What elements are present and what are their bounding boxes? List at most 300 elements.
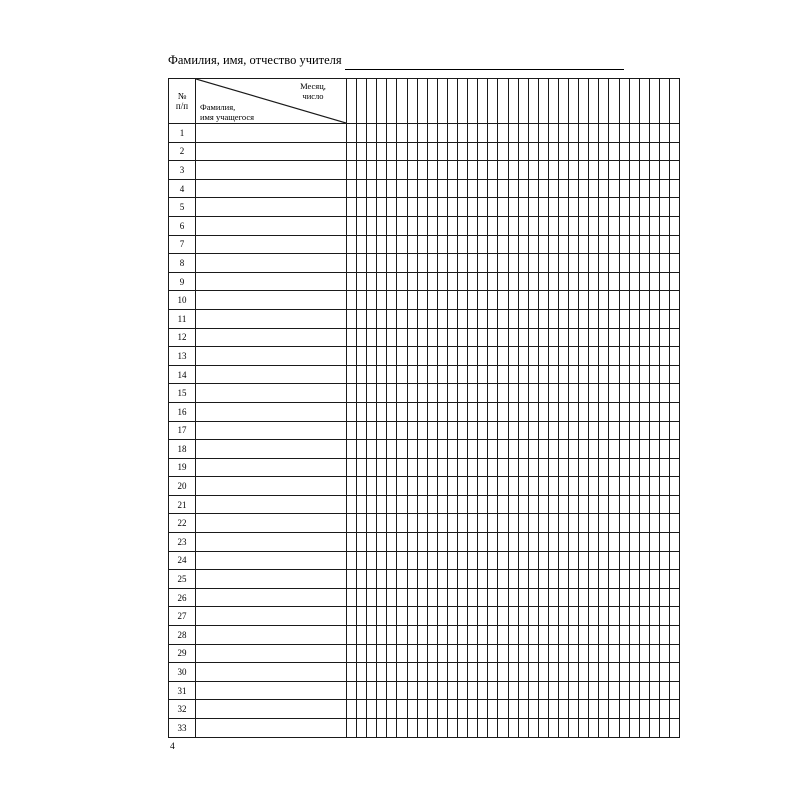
attendance-cell[interactable] bbox=[417, 216, 427, 235]
attendance-cell[interactable] bbox=[548, 142, 558, 161]
attendance-cell[interactable] bbox=[437, 161, 447, 180]
attendance-cell[interactable] bbox=[548, 700, 558, 719]
attendance-cell[interactable] bbox=[670, 477, 680, 496]
attendance-cell[interactable] bbox=[589, 328, 599, 347]
attendance-cell[interactable] bbox=[619, 124, 629, 143]
attendance-cell[interactable] bbox=[609, 179, 619, 198]
attendance-cell[interactable] bbox=[367, 551, 377, 570]
attendance-cell[interactable] bbox=[569, 254, 579, 273]
attendance-cell[interactable] bbox=[589, 365, 599, 384]
attendance-cell[interactable] bbox=[357, 179, 367, 198]
attendance-cell[interactable] bbox=[518, 365, 528, 384]
attendance-cell[interactable] bbox=[639, 663, 649, 682]
attendance-cell[interactable] bbox=[599, 309, 609, 328]
attendance-cell[interactable] bbox=[528, 309, 538, 328]
attendance-cell[interactable] bbox=[548, 533, 558, 552]
attendance-cell[interactable] bbox=[619, 179, 629, 198]
attendance-cell[interactable] bbox=[498, 142, 508, 161]
attendance-cell[interactable] bbox=[347, 142, 357, 161]
student-name-cell[interactable] bbox=[196, 551, 347, 570]
attendance-cell[interactable] bbox=[367, 235, 377, 254]
attendance-cell[interactable] bbox=[377, 402, 387, 421]
attendance-cell[interactable] bbox=[538, 272, 548, 291]
attendance-cell[interactable] bbox=[367, 588, 377, 607]
attendance-cell[interactable] bbox=[639, 681, 649, 700]
student-name-cell[interactable] bbox=[196, 644, 347, 663]
attendance-cell[interactable] bbox=[659, 198, 669, 217]
attendance-cell[interactable] bbox=[458, 365, 468, 384]
attendance-cell[interactable] bbox=[558, 681, 568, 700]
attendance-cell[interactable] bbox=[639, 142, 649, 161]
attendance-cell[interactable] bbox=[427, 235, 437, 254]
attendance-cell[interactable] bbox=[528, 681, 538, 700]
attendance-cell[interactable] bbox=[508, 700, 518, 719]
attendance-cell[interactable] bbox=[548, 384, 558, 403]
attendance-cell[interactable] bbox=[558, 402, 568, 421]
attendance-cell[interactable] bbox=[427, 216, 437, 235]
student-name-cell[interactable] bbox=[196, 607, 347, 626]
attendance-cell[interactable] bbox=[528, 495, 538, 514]
attendance-cell[interactable] bbox=[579, 347, 589, 366]
attendance-cell[interactable] bbox=[548, 607, 558, 626]
day-column-header[interactable] bbox=[387, 79, 397, 124]
attendance-cell[interactable] bbox=[447, 235, 457, 254]
attendance-cell[interactable] bbox=[670, 142, 680, 161]
attendance-cell[interactable] bbox=[478, 272, 488, 291]
attendance-cell[interactable] bbox=[397, 384, 407, 403]
attendance-cell[interactable] bbox=[498, 570, 508, 589]
attendance-cell[interactable] bbox=[670, 402, 680, 421]
attendance-cell[interactable] bbox=[639, 644, 649, 663]
attendance-cell[interactable] bbox=[427, 291, 437, 310]
attendance-cell[interactable] bbox=[619, 384, 629, 403]
attendance-cell[interactable] bbox=[619, 421, 629, 440]
attendance-cell[interactable] bbox=[599, 626, 609, 645]
attendance-cell[interactable] bbox=[599, 570, 609, 589]
attendance-cell[interactable] bbox=[478, 347, 488, 366]
attendance-cell[interactable] bbox=[387, 440, 397, 459]
attendance-cell[interactable] bbox=[659, 291, 669, 310]
attendance-cell[interactable] bbox=[508, 235, 518, 254]
attendance-cell[interactable] bbox=[387, 644, 397, 663]
attendance-cell[interactable] bbox=[659, 495, 669, 514]
attendance-cell[interactable] bbox=[417, 365, 427, 384]
attendance-cell[interactable] bbox=[670, 570, 680, 589]
attendance-cell[interactable] bbox=[538, 700, 548, 719]
attendance-cell[interactable] bbox=[609, 663, 619, 682]
attendance-cell[interactable] bbox=[347, 198, 357, 217]
attendance-cell[interactable] bbox=[649, 477, 659, 496]
attendance-cell[interactable] bbox=[427, 551, 437, 570]
attendance-cell[interactable] bbox=[609, 495, 619, 514]
attendance-cell[interactable] bbox=[619, 272, 629, 291]
attendance-cell[interactable] bbox=[357, 142, 367, 161]
attendance-cell[interactable] bbox=[589, 179, 599, 198]
attendance-cell[interactable] bbox=[528, 719, 538, 738]
attendance-cell[interactable] bbox=[498, 681, 508, 700]
attendance-cell[interactable] bbox=[659, 365, 669, 384]
attendance-cell[interactable] bbox=[427, 421, 437, 440]
attendance-cell[interactable] bbox=[357, 235, 367, 254]
attendance-cell[interactable] bbox=[397, 198, 407, 217]
attendance-cell[interactable] bbox=[599, 179, 609, 198]
attendance-cell[interactable] bbox=[387, 216, 397, 235]
attendance-cell[interactable] bbox=[367, 663, 377, 682]
attendance-cell[interactable] bbox=[558, 663, 568, 682]
attendance-cell[interactable] bbox=[468, 142, 478, 161]
attendance-cell[interactable] bbox=[579, 142, 589, 161]
attendance-cell[interactable] bbox=[447, 384, 457, 403]
attendance-cell[interactable] bbox=[589, 588, 599, 607]
attendance-cell[interactable] bbox=[579, 570, 589, 589]
attendance-cell[interactable] bbox=[558, 254, 568, 273]
attendance-cell[interactable] bbox=[498, 365, 508, 384]
day-column-header[interactable] bbox=[659, 79, 669, 124]
attendance-cell[interactable] bbox=[518, 328, 528, 347]
attendance-cell[interactable] bbox=[387, 458, 397, 477]
attendance-cell[interactable] bbox=[427, 124, 437, 143]
attendance-cell[interactable] bbox=[357, 272, 367, 291]
attendance-cell[interactable] bbox=[558, 495, 568, 514]
attendance-cell[interactable] bbox=[498, 458, 508, 477]
attendance-cell[interactable] bbox=[670, 626, 680, 645]
attendance-cell[interactable] bbox=[377, 588, 387, 607]
attendance-cell[interactable] bbox=[589, 607, 599, 626]
day-column-header[interactable] bbox=[407, 79, 417, 124]
attendance-cell[interactable] bbox=[528, 179, 538, 198]
attendance-cell[interactable] bbox=[437, 142, 447, 161]
attendance-cell[interactable] bbox=[397, 347, 407, 366]
student-name-cell[interactable] bbox=[196, 681, 347, 700]
attendance-cell[interactable] bbox=[599, 644, 609, 663]
attendance-cell[interactable] bbox=[458, 347, 468, 366]
attendance-cell[interactable] bbox=[458, 644, 468, 663]
attendance-cell[interactable] bbox=[468, 514, 478, 533]
attendance-cell[interactable] bbox=[458, 719, 468, 738]
attendance-cell[interactable] bbox=[670, 272, 680, 291]
attendance-cell[interactable] bbox=[599, 533, 609, 552]
attendance-cell[interactable] bbox=[458, 533, 468, 552]
attendance-cell[interactable] bbox=[649, 663, 659, 682]
attendance-cell[interactable] bbox=[629, 644, 639, 663]
attendance-cell[interactable] bbox=[528, 607, 538, 626]
attendance-cell[interactable] bbox=[579, 440, 589, 459]
attendance-cell[interactable] bbox=[367, 626, 377, 645]
attendance-cell[interactable] bbox=[397, 402, 407, 421]
attendance-cell[interactable] bbox=[488, 514, 498, 533]
attendance-cell[interactable] bbox=[437, 644, 447, 663]
attendance-cell[interactable] bbox=[427, 309, 437, 328]
attendance-cell[interactable] bbox=[397, 663, 407, 682]
attendance-cell[interactable] bbox=[488, 421, 498, 440]
attendance-cell[interactable] bbox=[498, 272, 508, 291]
attendance-cell[interactable] bbox=[569, 384, 579, 403]
student-name-cell[interactable] bbox=[196, 179, 347, 198]
attendance-cell[interactable] bbox=[619, 551, 629, 570]
attendance-cell[interactable] bbox=[357, 254, 367, 273]
attendance-cell[interactable] bbox=[579, 607, 589, 626]
attendance-cell[interactable] bbox=[357, 291, 367, 310]
attendance-cell[interactable] bbox=[629, 328, 639, 347]
attendance-cell[interactable] bbox=[347, 179, 357, 198]
attendance-cell[interactable] bbox=[538, 551, 548, 570]
attendance-cell[interactable] bbox=[468, 124, 478, 143]
attendance-cell[interactable] bbox=[498, 254, 508, 273]
attendance-cell[interactable] bbox=[387, 551, 397, 570]
attendance-cell[interactable] bbox=[488, 477, 498, 496]
attendance-cell[interactable] bbox=[649, 142, 659, 161]
attendance-cell[interactable] bbox=[397, 551, 407, 570]
attendance-cell[interactable] bbox=[639, 440, 649, 459]
attendance-cell[interactable] bbox=[478, 533, 488, 552]
attendance-cell[interactable] bbox=[528, 663, 538, 682]
attendance-cell[interactable] bbox=[377, 514, 387, 533]
attendance-cell[interactable] bbox=[478, 681, 488, 700]
attendance-cell[interactable] bbox=[437, 235, 447, 254]
attendance-cell[interactable] bbox=[357, 421, 367, 440]
attendance-cell[interactable] bbox=[609, 198, 619, 217]
student-name-cell[interactable] bbox=[196, 142, 347, 161]
day-column-header[interactable] bbox=[508, 79, 518, 124]
attendance-cell[interactable] bbox=[437, 216, 447, 235]
attendance-cell[interactable] bbox=[508, 328, 518, 347]
attendance-cell[interactable] bbox=[488, 719, 498, 738]
attendance-cell[interactable] bbox=[589, 235, 599, 254]
attendance-cell[interactable] bbox=[508, 719, 518, 738]
attendance-cell[interactable] bbox=[478, 626, 488, 645]
attendance-cell[interactable] bbox=[347, 626, 357, 645]
attendance-cell[interactable] bbox=[498, 663, 508, 682]
attendance-cell[interactable] bbox=[670, 663, 680, 682]
attendance-cell[interactable] bbox=[639, 458, 649, 477]
attendance-cell[interactable] bbox=[367, 495, 377, 514]
attendance-cell[interactable] bbox=[357, 365, 367, 384]
attendance-cell[interactable] bbox=[377, 328, 387, 347]
attendance-cell[interactable] bbox=[558, 514, 568, 533]
student-name-cell[interactable] bbox=[196, 477, 347, 496]
student-name-cell[interactable] bbox=[196, 124, 347, 143]
attendance-cell[interactable] bbox=[538, 309, 548, 328]
attendance-cell[interactable] bbox=[609, 719, 619, 738]
attendance-cell[interactable] bbox=[639, 607, 649, 626]
attendance-cell[interactable] bbox=[488, 663, 498, 682]
attendance-cell[interactable] bbox=[498, 347, 508, 366]
attendance-cell[interactable] bbox=[427, 700, 437, 719]
attendance-cell[interactable] bbox=[558, 719, 568, 738]
attendance-cell[interactable] bbox=[518, 179, 528, 198]
attendance-cell[interactable] bbox=[609, 347, 619, 366]
attendance-cell[interactable] bbox=[347, 402, 357, 421]
attendance-cell[interactable] bbox=[569, 681, 579, 700]
attendance-cell[interactable] bbox=[397, 179, 407, 198]
day-column-header[interactable] bbox=[377, 79, 387, 124]
attendance-cell[interactable] bbox=[357, 402, 367, 421]
attendance-cell[interactable] bbox=[659, 272, 669, 291]
attendance-cell[interactable] bbox=[468, 254, 478, 273]
attendance-cell[interactable] bbox=[548, 198, 558, 217]
attendance-cell[interactable] bbox=[518, 235, 528, 254]
attendance-cell[interactable] bbox=[387, 533, 397, 552]
attendance-cell[interactable] bbox=[538, 365, 548, 384]
attendance-cell[interactable] bbox=[437, 551, 447, 570]
attendance-cell[interactable] bbox=[377, 272, 387, 291]
attendance-cell[interactable] bbox=[397, 235, 407, 254]
attendance-cell[interactable] bbox=[347, 347, 357, 366]
attendance-cell[interactable] bbox=[518, 421, 528, 440]
attendance-cell[interactable] bbox=[619, 291, 629, 310]
attendance-cell[interactable] bbox=[458, 254, 468, 273]
attendance-cell[interactable] bbox=[579, 551, 589, 570]
attendance-cell[interactable] bbox=[548, 663, 558, 682]
attendance-cell[interactable] bbox=[377, 291, 387, 310]
attendance-cell[interactable] bbox=[639, 588, 649, 607]
attendance-cell[interactable] bbox=[377, 644, 387, 663]
attendance-cell[interactable] bbox=[518, 700, 528, 719]
attendance-cell[interactable] bbox=[458, 291, 468, 310]
attendance-cell[interactable] bbox=[468, 458, 478, 477]
attendance-cell[interactable] bbox=[387, 365, 397, 384]
attendance-cell[interactable] bbox=[619, 328, 629, 347]
attendance-cell[interactable] bbox=[649, 588, 659, 607]
attendance-cell[interactable] bbox=[407, 179, 417, 198]
attendance-cell[interactable] bbox=[569, 644, 579, 663]
attendance-cell[interactable] bbox=[569, 626, 579, 645]
teacher-name-rule[interactable] bbox=[345, 54, 624, 70]
attendance-cell[interactable] bbox=[387, 384, 397, 403]
attendance-cell[interactable] bbox=[649, 551, 659, 570]
attendance-cell[interactable] bbox=[599, 328, 609, 347]
attendance-cell[interactable] bbox=[538, 588, 548, 607]
attendance-cell[interactable] bbox=[347, 384, 357, 403]
attendance-cell[interactable] bbox=[468, 495, 478, 514]
attendance-cell[interactable] bbox=[488, 402, 498, 421]
attendance-cell[interactable] bbox=[639, 365, 649, 384]
attendance-cell[interactable] bbox=[659, 309, 669, 328]
attendance-cell[interactable] bbox=[458, 161, 468, 180]
attendance-cell[interactable] bbox=[468, 235, 478, 254]
attendance-cell[interactable] bbox=[427, 681, 437, 700]
attendance-cell[interactable] bbox=[670, 216, 680, 235]
attendance-cell[interactable] bbox=[659, 700, 669, 719]
attendance-cell[interactable] bbox=[629, 161, 639, 180]
attendance-cell[interactable] bbox=[478, 365, 488, 384]
attendance-cell[interactable] bbox=[508, 124, 518, 143]
attendance-cell[interactable] bbox=[619, 216, 629, 235]
attendance-cell[interactable] bbox=[508, 402, 518, 421]
attendance-cell[interactable] bbox=[649, 328, 659, 347]
attendance-cell[interactable] bbox=[639, 402, 649, 421]
attendance-cell[interactable] bbox=[518, 663, 528, 682]
student-name-cell[interactable] bbox=[196, 495, 347, 514]
attendance-cell[interactable] bbox=[447, 477, 457, 496]
attendance-cell[interactable] bbox=[518, 161, 528, 180]
attendance-cell[interactable] bbox=[579, 588, 589, 607]
attendance-cell[interactable] bbox=[478, 402, 488, 421]
attendance-cell[interactable] bbox=[609, 551, 619, 570]
attendance-cell[interactable] bbox=[377, 607, 387, 626]
attendance-cell[interactable] bbox=[357, 533, 367, 552]
attendance-cell[interactable] bbox=[407, 309, 417, 328]
attendance-cell[interactable] bbox=[488, 254, 498, 273]
attendance-cell[interactable] bbox=[629, 607, 639, 626]
attendance-cell[interactable] bbox=[518, 384, 528, 403]
attendance-cell[interactable] bbox=[569, 216, 579, 235]
attendance-cell[interactable] bbox=[558, 328, 568, 347]
attendance-cell[interactable] bbox=[538, 384, 548, 403]
attendance-cell[interactable] bbox=[548, 644, 558, 663]
attendance-cell[interactable] bbox=[427, 347, 437, 366]
attendance-cell[interactable] bbox=[377, 254, 387, 273]
attendance-cell[interactable] bbox=[619, 161, 629, 180]
attendance-cell[interactable] bbox=[579, 272, 589, 291]
attendance-cell[interactable] bbox=[357, 700, 367, 719]
attendance-cell[interactable] bbox=[437, 179, 447, 198]
attendance-cell[interactable] bbox=[468, 533, 478, 552]
attendance-cell[interactable] bbox=[518, 347, 528, 366]
attendance-cell[interactable] bbox=[397, 719, 407, 738]
attendance-cell[interactable] bbox=[488, 161, 498, 180]
attendance-cell[interactable] bbox=[417, 142, 427, 161]
attendance-cell[interactable] bbox=[569, 161, 579, 180]
attendance-cell[interactable] bbox=[488, 365, 498, 384]
attendance-cell[interactable] bbox=[447, 198, 457, 217]
attendance-cell[interactable] bbox=[417, 458, 427, 477]
student-name-cell[interactable] bbox=[196, 384, 347, 403]
attendance-cell[interactable] bbox=[377, 124, 387, 143]
attendance-cell[interactable] bbox=[387, 477, 397, 496]
attendance-cell[interactable] bbox=[629, 198, 639, 217]
attendance-cell[interactable] bbox=[367, 719, 377, 738]
attendance-cell[interactable] bbox=[558, 477, 568, 496]
attendance-cell[interactable] bbox=[538, 719, 548, 738]
attendance-cell[interactable] bbox=[427, 458, 437, 477]
attendance-cell[interactable] bbox=[629, 681, 639, 700]
attendance-cell[interactable] bbox=[427, 495, 437, 514]
attendance-cell[interactable] bbox=[579, 198, 589, 217]
attendance-cell[interactable] bbox=[558, 216, 568, 235]
attendance-cell[interactable] bbox=[377, 347, 387, 366]
attendance-cell[interactable] bbox=[357, 495, 367, 514]
attendance-cell[interactable] bbox=[599, 216, 609, 235]
attendance-cell[interactable] bbox=[569, 440, 579, 459]
attendance-cell[interactable] bbox=[347, 719, 357, 738]
attendance-cell[interactable] bbox=[629, 719, 639, 738]
attendance-cell[interactable] bbox=[347, 216, 357, 235]
attendance-cell[interactable] bbox=[548, 477, 558, 496]
attendance-cell[interactable] bbox=[447, 161, 457, 180]
attendance-cell[interactable] bbox=[538, 533, 548, 552]
attendance-cell[interactable] bbox=[357, 626, 367, 645]
attendance-cell[interactable] bbox=[538, 161, 548, 180]
attendance-cell[interactable] bbox=[397, 607, 407, 626]
attendance-cell[interactable] bbox=[387, 514, 397, 533]
attendance-cell[interactable] bbox=[518, 626, 528, 645]
attendance-cell[interactable] bbox=[407, 365, 417, 384]
attendance-cell[interactable] bbox=[569, 328, 579, 347]
attendance-cell[interactable] bbox=[447, 142, 457, 161]
attendance-cell[interactable] bbox=[548, 254, 558, 273]
attendance-cell[interactable] bbox=[357, 663, 367, 682]
attendance-cell[interactable] bbox=[609, 254, 619, 273]
attendance-cell[interactable] bbox=[528, 254, 538, 273]
attendance-cell[interactable] bbox=[387, 588, 397, 607]
attendance-cell[interactable] bbox=[569, 514, 579, 533]
attendance-cell[interactable] bbox=[367, 458, 377, 477]
attendance-cell[interactable] bbox=[589, 719, 599, 738]
attendance-cell[interactable] bbox=[609, 161, 619, 180]
attendance-cell[interactable] bbox=[599, 291, 609, 310]
attendance-cell[interactable] bbox=[538, 607, 548, 626]
